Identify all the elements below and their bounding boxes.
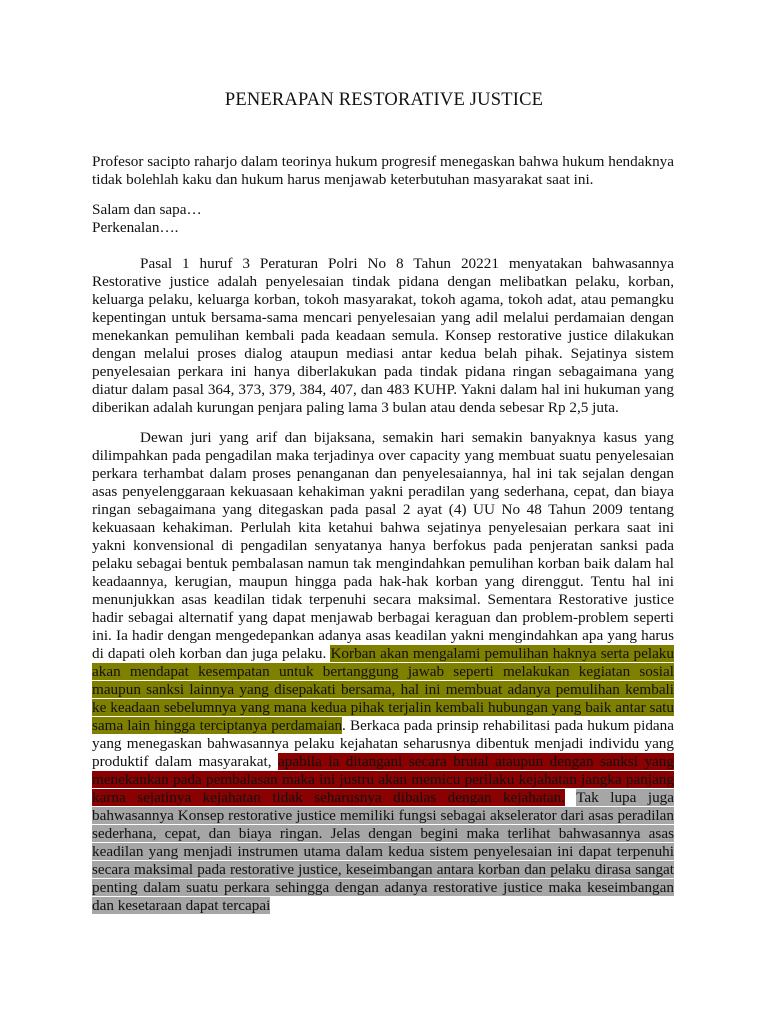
paragraph-2-spacer (565, 789, 576, 806)
paragraph-2-text: Dewan juri yang arif dan bijaksana, semakin hari semakin banyaknya kasus yang dilimpahkan pada pengadilan maka terjadinya over capacity yang membuat suatu penyelesaian perkara terhambat dalam proses penanganan dan penyelesaiannya, hal ini tak sejalan dengan asas penyelenggaraan kekuasaan kehakiman yakni peradilan yang sederhana, cepat, dan biaya ringan sebagaimana yang ditegaskan pada pasal 2 ayat (4) UU No 48 Tahun 2009 tentang kekuasaan kehakiman. Perlulah kita ketahui bahwa sejatinya penyelesaian perkara saat ini yakni konvensional di pengadilan senyatanya hanya berfokus pada penjeratan sanksi pada pelaku sebagai bentuk pembalasan namun tak mengindahkan pemulihan korban baik dalam hal keadaannya, kerugian, maupun hingga pada hak-hak korban yang direnggut. Tentu hal ini menunjukkan asas keadilan tidak terpenuhi secara maksimal. Sementara Restorative justice hadir sebagai alternatif yang dapat menjawab berbagai keraguan dan problem-problem seperti ini. Ia hadir dengan mengedepankan adanya asas keadilan yakni mengindahkan apa yang harus di dapati oleh korban dan juga pelaku. (92, 429, 674, 662)
paragraph-2-text-continued: . Berkaca pada prinsip rehabilitasi pada hukum pidana yang menegaskan bahwasannya pelaku kejahatan seharusnya dibentuk menjadi individu yang produktif dalam masyarakat, (92, 717, 674, 770)
intro-paragraph: Profesor sacipto raharjo dalam teorinya hukum progresif menegaskan bahwa hukum hendaknya tidak bolehlah kaku dan hukum harus menjawab keterbutuhan masyarakat saat ini. (92, 153, 675, 188)
highlight-red: apabila ia ditangani secara brutal ataupun dengan sanksi yang menekankan pada pembalasan maka ini justru akan memicu perilaku kejahatan jangka panjang karna sejatinya kejahatan tidak seharusnya dibalas dengan kejahatan. (92, 753, 674, 806)
document-title: PENERAPAN RESTORATIVE JUSTICE (224, 90, 544, 110)
highlight-olive: Korban akan mengalami pemulihan haknya serta pelaku akan mendapat kesempatan untuk bertanggung jawab seperti melakukan kegiatan sosial maupun sanksi lainnya yang disepakati bersama, hal ini membuat adanya pemulihan kembali ke keadaan sebelumnya yang mana kedua pihak terjalin kembali hubungan yang baik antar satu sama lain hingga terciptanya perdamaian (92, 645, 674, 734)
document-body (92, 153, 674, 915)
paragraph-2 (92, 429, 674, 915)
greeting-line: Salam dan sapa… (92, 201, 202, 218)
paragraph-1: Pasal 1 huruf 3 Peraturan Polri No 8 Tahun 20221 menyatakan bahwasannya Restorative justice adalah penyelesaian tindak pidana dengan melibatkan pelaku, korban, keluarga pelaku, keluarga korban, tokoh masyarakat, tokoh agama, tokoh adat, atau pemangku kepentingan untuk bersama-sama mencari penyelesaian yang adil melalui perdamaian dengan menekankan pemulihan kembali pada keadaan semula. Konsep restorative justice dilakukan dengan melalui proses dialog ataupun mediasi antar kedua belah pihak. Sejatinya sistem penyelesaian perkara ini hanya diberlakukan pada tindak pidana ringan sebagaimana yang diatur dalam pasal 364, 373, 379, 384, 407, dan 483 KUHP. Yakni dalam hal ini hukuman yang diberikan adalah kurungan penjara paling lama 3 bulan atau denda sebesar Rp 2,5 juta. (92, 255, 674, 416)
highlight-gray: Tak lupa juga bahwasannya Konsep restorative justice memiliki fungsi sebagai akselerator dari asas peradilan sederhana, cepat, dan biaya ringan. Jelas dengan begini maka terlihat bahwasannya asas keadilan yang menjadi instrumen utama dalam kedua sistem penyelesaian ini dapat terpenuhi secara maksimal pada restorative justice, keseimbangan antara korban dan pelaku dirasa sangat penting dalam suatu perkara sehingga dengan adanya restorative justice maka keseimbangan dan kesetaraan dapat tercapai (92, 789, 674, 914)
introduction-line: Perkenalan…. (92, 219, 179, 236)
